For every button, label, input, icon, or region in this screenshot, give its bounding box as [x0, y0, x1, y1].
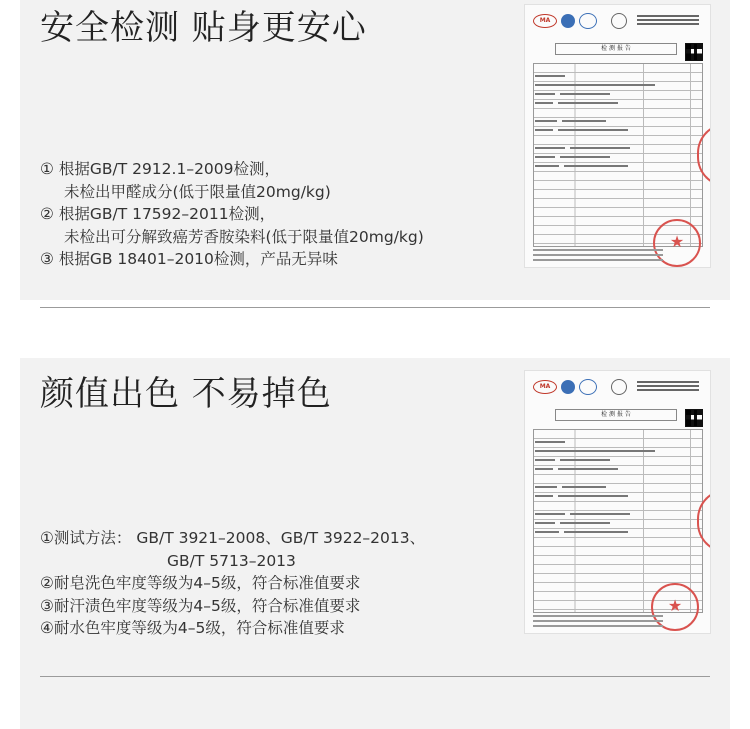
test-line: ③耐汗渍色牢度等级为4–5级，符合标准值要求	[40, 596, 361, 615]
seal-logo-icon	[611, 13, 627, 29]
section-divider	[40, 676, 710, 677]
test-line: ②耐皂洗色牢度等级为4–5级，符合标准值要求	[40, 574, 361, 592]
test-line: 未检出甲醛成分(低于限量值20mg/kg)	[64, 182, 331, 201]
cma-logo-icon: MA	[533, 380, 557, 394]
qr-code-icon	[685, 43, 703, 61]
test-report-image	[524, 4, 711, 268]
test-line: ①测试方法： GB/T 3921–2008、GB/T 3922–2013、	[40, 529, 426, 547]
qr-code-icon	[685, 409, 703, 427]
report-footer	[533, 246, 663, 261]
test-line: ④耐水色牢度等级为4–5级，符合标准值要求	[40, 619, 345, 637]
safety-test-list	[40, 158, 424, 271]
ilac-logo-icon	[561, 14, 575, 28]
certification-logos	[533, 379, 627, 395]
seal-logo-icon	[611, 379, 627, 395]
ilac-logo-icon	[561, 380, 575, 394]
cma-logo-icon: MA	[533, 14, 557, 28]
report-footer	[533, 612, 663, 627]
lab-header	[637, 381, 699, 393]
test-line: ① 根据GB/T 2912.1–2009检测，	[40, 160, 281, 178]
test-line: GB/T 5713–2013	[167, 551, 296, 570]
test-line: ② 根据GB/T 17592–2011检测，	[40, 205, 276, 223]
test-line: 未检出可分解致癌芳香胺染料(低于限量值20mg/kg)	[64, 227, 424, 246]
cnas-logo-icon	[579, 13, 597, 29]
report-table-text	[535, 431, 695, 530]
report-heading: 检 测 报 告	[555, 409, 677, 421]
colorfast-test-list	[40, 527, 425, 640]
report-table-text	[535, 65, 695, 164]
certification-logos	[533, 13, 627, 29]
colorfast-title: 颜值出色 不易掉色	[40, 374, 332, 414]
section-divider	[40, 307, 710, 308]
test-report-image	[524, 370, 711, 634]
cnas-logo-icon	[579, 379, 597, 395]
safety-title: 安全检测 贴身更安心	[40, 8, 367, 48]
report-heading: 检 测 报 告	[555, 43, 677, 55]
lab-header	[637, 15, 699, 27]
test-line: ③ 根据GB 18401–2010检测，产品无异味	[40, 250, 338, 268]
